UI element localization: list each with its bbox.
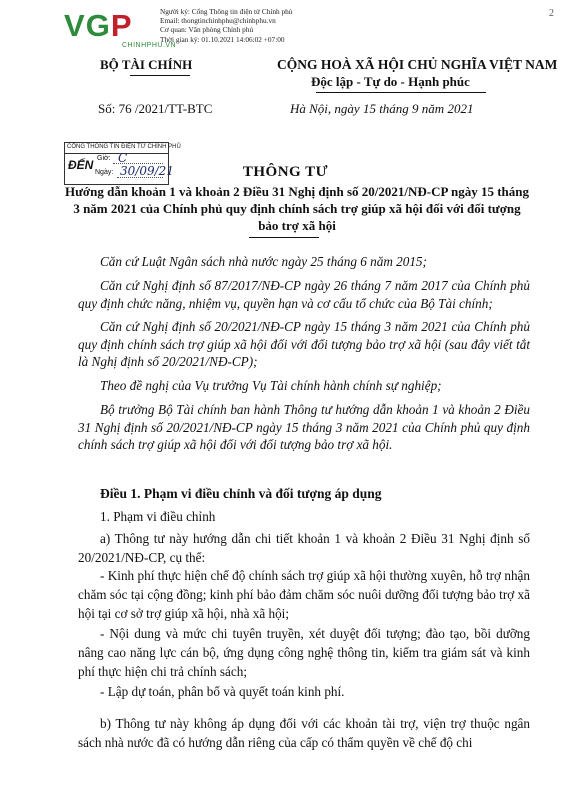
preamble-paragraph: Căn cứ Nghị định số 20/2021/NĐ-CP ngày 15 tháng 3 năm 2021 của Chính phủ quy định chính sách trợ giúp xã hội đối với đối tượng bảo trợ xã hội (sau đây viết tắt là Nghị định số 20/2021/NĐ-CP);	[78, 319, 530, 369]
signature-line: Cơ quan: Văn phòng Chính phủ	[160, 25, 254, 35]
preamble-paragraph: Căn cứ Nghị định số 87/2017/NĐ-CP ngày 26 tháng 7 năm 2017 của Chính phủ quy định chức năng, nhiệm vụ, quyền hạn và cơ cấu tổ chức của Bộ Tài chính;	[78, 278, 530, 311]
clause-heading: 1. Phạm vi điều chỉnh	[100, 509, 216, 524]
bullet-paragraph: - Kinh phí thực hiện chế độ chính sách trợ giúp xã hội thường xuyên, hỗ trợ nhận chăm sóc tại cộng đồng; kinh phí bảo đảm chăm sóc nuôi dưỡng đối tượng bảo trợ xã hội tại cơ sở trợ giúp xã hội, nhà xã hội;	[78, 568, 530, 621]
divider	[65, 153, 168, 154]
signature-line: Email: thongtinchinhphu@chinhphu.vn	[160, 16, 276, 26]
document-number: Số: 76 /2021/TT-BTC	[98, 101, 213, 116]
signature-line: Người ký: Cổng Thông tin điện tử Chính phủ	[160, 7, 293, 16]
bullet-paragraph: - Lập dự toán, phân bổ và quyết toán kinh phí.	[100, 684, 345, 699]
body-paragraph: b) Thông tư này không áp dụng đối với các khoản tài trợ, viện trợ thuộc ngân sách nhà nước đã có hướng dẫn riêng của cấp có thẩm quyền về chế độ chi	[78, 716, 530, 750]
vgp-logo: VGP	[64, 8, 133, 43]
stamp-date-value: 30/09/21	[120, 164, 174, 178]
page-mark: 2	[549, 8, 554, 19]
stamp-time-label: Giờ:	[97, 155, 111, 162]
digital-signature-block	[160, 7, 292, 44]
preamble-paragraph: Bộ trưởng Bộ Tài chính ban hành Thông tư hướng dẫn khoản 1 và khoản 2 Điều 31 Nghị định số 20/2021/NĐ-CP ngày 15 tháng 3 năm 2021 của Chính phủ quy định chính sách trợ giúp xã hội đối với đối tượng bảo trợ xã hội.	[78, 402, 530, 452]
stamp-header: CỔNG THÔNG TIN ĐIỆN TỬ CHÍNH PHỦ	[67, 144, 181, 150]
divider	[130, 75, 190, 76]
document-subject: Hướng dẫn khoản 1 và khoản 2 Điều 31 Nghị định số 20/2021/NĐ-CP ngày 15 tháng 3 năm 2021 của Chính phủ quy định chính sách trợ giúp xã hội đối với đối tượng bảo trợ xã hội	[65, 184, 529, 233]
national-motto: Độc lập - Tự do - Hạnh phúc	[311, 74, 470, 89]
document-type: THÔNG TƯ	[242, 164, 329, 180]
signature-line: Thời gian ký: 01.10.2021 14:06:02 +07:00	[160, 34, 285, 44]
divider	[249, 237, 319, 238]
stamp-date-label: Ngày:	[95, 169, 114, 176]
issuing-organization: BỘ TÀI CHÍNH	[100, 57, 193, 72]
preamble-paragraph: Theo đề nghị của Vụ trưởng Vụ Tài chính hành chính sự nghiệp;	[100, 378, 442, 393]
stamp-time-value: C	[118, 151, 128, 165]
country-name: CỘNG HOÀ XÃ HỘI CHỦ NGHĨA VIỆT NAM	[277, 57, 558, 72]
article-heading: Điều 1. Phạm vi điều chỉnh và đối tượng áp dụng	[100, 486, 382, 501]
logo-subtitle: CHINHPHU.VN	[122, 42, 177, 49]
body-paragraph: a) Thông tư này hướng dẫn chi tiết khoản 1 và khoản 2 Điều 31 Nghị định số 20/2021/NĐ-CP, cụ thể:	[78, 531, 530, 565]
place-date: Hà Nội, ngày 15 tháng 9 năm 2021	[290, 101, 474, 116]
stamp-den-label: ĐẾN	[68, 158, 94, 172]
divider	[316, 92, 486, 93]
bullet-paragraph: - Nội dung và mức chi tuyên truyền, xét duyệt đối tượng; đào tạo, bồi dưỡng nâng cao năng lực cán bộ, ứng dụng công nghệ thông tin, kiểm tra giám sát và kinh phí thực hiện chi trả chính sách;	[78, 626, 530, 679]
preamble-paragraph: Căn cứ Luật Ngân sách nhà nước ngày 25 tháng 6 năm 2015;	[100, 254, 427, 269]
